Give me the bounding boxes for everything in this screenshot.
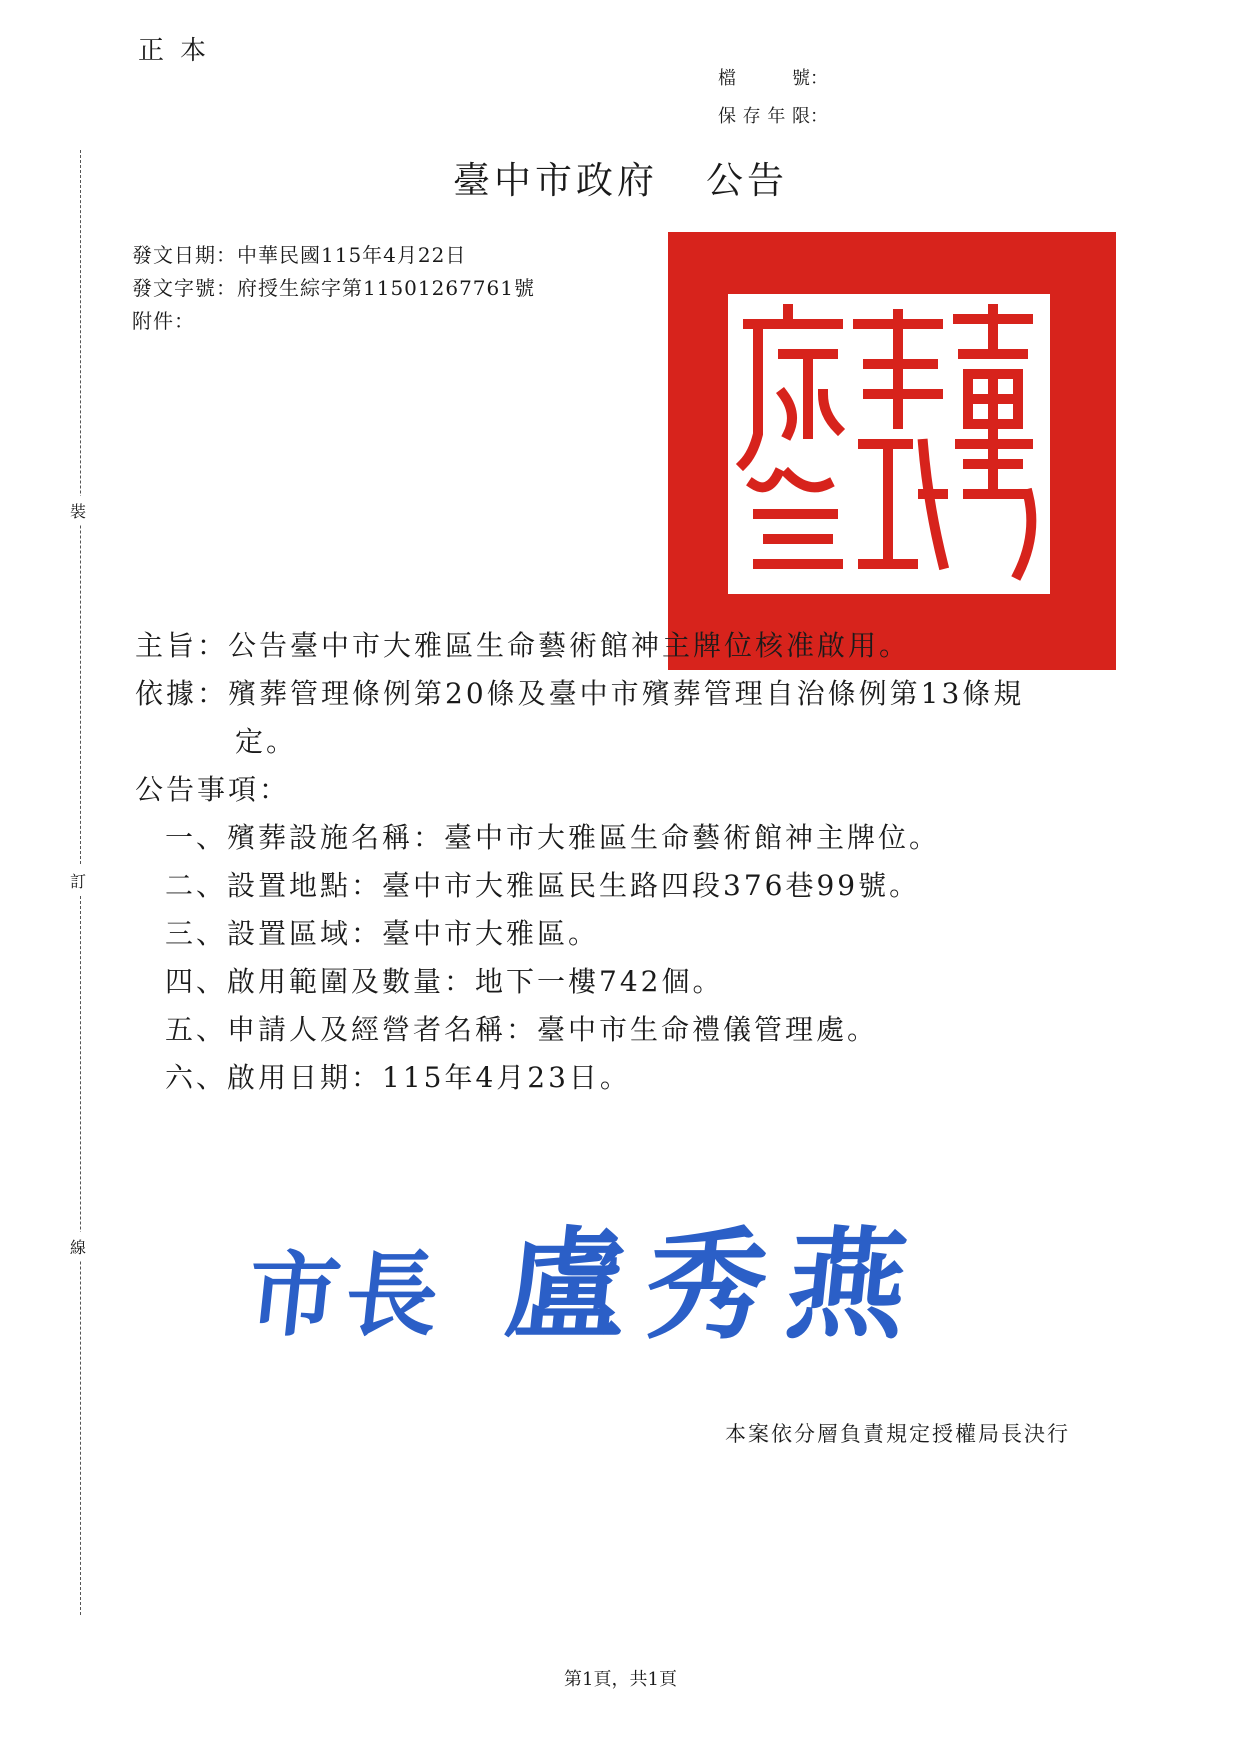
notice-item: 三、設置區域：臺中市大雅區。 bbox=[165, 917, 600, 950]
file-number-field: 檔號： bbox=[718, 64, 828, 90]
binding-margin-char: 裝 bbox=[70, 496, 86, 525]
document-title bbox=[0, 150, 1241, 204]
basis-line: 依據：殯葬管理條例第20條及臺中市殯葬管理自治條例第13條規 bbox=[135, 677, 1025, 710]
basis-line-continued: 定。 bbox=[235, 725, 298, 758]
notice-heading: 公告事項： bbox=[135, 773, 291, 806]
notice-item: 一、殯葬設施名稱：臺中市大雅區生命藝術館神主牌位。 bbox=[165, 821, 941, 854]
notice-item: 二、設置地點：臺中市大雅區民生路四段376巷99號。 bbox=[165, 869, 921, 902]
notice-item: 四、啟用範圍及數量：地下一樓742個。 bbox=[165, 965, 724, 998]
document-type: 公告 bbox=[706, 159, 788, 202]
notice-item: 五、申請人及經營者名稱：臺中市生命禮儀管理處。 bbox=[165, 1013, 879, 1046]
subject-line: 主旨：公告臺中市大雅區生命藝術館神主牌位核准啟用。 bbox=[135, 629, 911, 662]
attachment-label: 附件： bbox=[132, 309, 195, 333]
delegation-note: 本案依分層負責規定授權局長決行 bbox=[725, 1422, 1070, 1446]
signature-name: 盧秀燕 bbox=[499, 1215, 935, 1356]
file-number-label: 檔號 bbox=[718, 68, 810, 89]
signature-title: 市長 bbox=[242, 1241, 450, 1349]
retention-period-field: 保存年限： bbox=[718, 102, 828, 128]
notice-item: 六、啟用日期：115年4月23日。 bbox=[165, 1061, 631, 1094]
seal-glyphs bbox=[728, 294, 1050, 594]
mayor-signature-stamp bbox=[241, 1190, 937, 1362]
seal-glyphs-icon bbox=[728, 294, 1050, 594]
agency-name: 臺中市政府 bbox=[453, 159, 658, 202]
binding-margin-char: 訂 bbox=[70, 866, 86, 895]
page-number: 第1頁，共1頁 bbox=[564, 1669, 677, 1690]
retention-period-label: 保存年限 bbox=[718, 106, 810, 127]
binding-margin-char: 線 bbox=[70, 1232, 86, 1261]
issue-date: 發文日期：中華民國115年4月22日 bbox=[132, 243, 467, 267]
official-seal bbox=[668, 232, 1116, 670]
reference-number: 發文字號：府授生綜字第11501267761號 bbox=[132, 276, 535, 300]
original-copy-label: 正本 bbox=[138, 36, 223, 66]
